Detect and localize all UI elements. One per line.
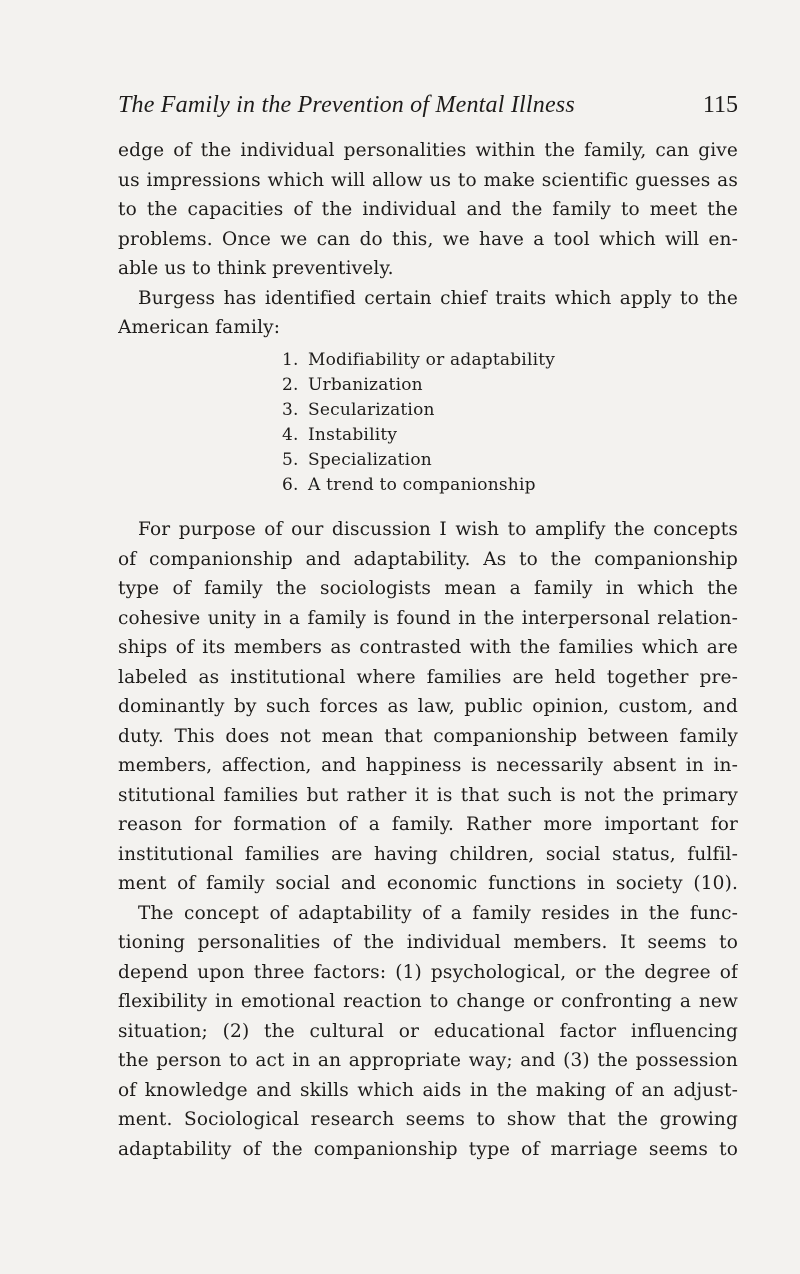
list-item-number: 3. [282,400,299,420]
text-line: labeled as institutional where families are held together pre- [118,666,738,688]
trait-list [282,348,622,498]
list-item [282,373,622,398]
list-item-text: Secularization [308,400,435,420]
text-line: us impressions which will allow us to make scientific guesses as [118,169,738,191]
text-line: tioning personalities of the individual members. It seems to [118,932,738,953]
text-line: stitutional families but rather it is that such is not the primary [118,784,738,806]
list-item-number: 2. [282,375,299,395]
text-line: ships of its members as contrasted with the families which are [118,637,738,658]
list-item [282,348,622,373]
list-item-number: 1. [282,350,299,370]
text-line: able us to think preventively. [118,258,394,279]
text-line: American family: [118,317,281,338]
text-line: dominantly by such forces as law, public opinion, custom, and [118,696,738,717]
page-number: 115 [702,92,738,118]
list-item [282,398,622,423]
text-line: ment of family social and economic functions in society (10). [118,873,738,894]
running-title: The Family in the Prevention of Mental Illness [118,92,575,118]
text-line: of knowledge and skills which aids in the making of an adjust- [118,1079,738,1101]
text-line: depend upon three factors: (1) psychological, or the degree of [118,961,738,983]
paragraph-block-1 [118,136,738,343]
text-line: to the capacities of the individual and the family to meet the [118,199,738,220]
list-item-number: 4. [282,425,299,445]
text-line: problems. Once we can do this, we have a tool which will en- [118,228,738,250]
text-line: The concept of adaptability of a family resides in the func- [138,902,738,924]
text-line: adaptability of the companionship type of marriage seems to [118,1138,738,1160]
text-line: situation; (2) the cultural or educational factor influencing [118,1020,738,1042]
list-item-number: 6. [282,475,299,495]
list-item [282,473,622,498]
list-item-number: 5. [282,450,299,470]
list-item [282,423,622,448]
list-item-text: Instability [308,425,398,445]
text-line: institutional families are having children, social status, fulfil- [118,843,738,865]
list-item-text: Specialization [308,450,432,470]
text-line: of companionship and adaptability. As to the companionship [118,548,738,570]
list-item-text: Urbanization [308,375,423,395]
text-line: edge of the individual personalities within the family, can give [118,140,738,161]
text-line: type of family the sociologists mean a family in which the [118,578,738,599]
list-item-text: A trend to companionship [308,475,536,495]
list-item-text: Modifiability or adaptability [308,350,556,370]
text-line: reason for formation of a family. Rather more important for [118,814,738,835]
text-line: For purpose of our discussion I wish to amplify the concepts [138,519,738,540]
text-line: duty. This does not mean that companionship between family [118,725,738,747]
text-line: members, affection, and happiness is necessarily absent in in- [118,755,738,776]
text-line: ment. Sociological research seems to show that the growing [118,1109,738,1130]
text-line: Burgess has identified certain chief traits which apply to the [138,287,738,309]
text-line: the person to act in an appropriate way; and (3) the possession [118,1050,738,1071]
text-line: flexibility in emotional reaction to change or confronting a new [118,991,738,1012]
running-head [118,92,738,128]
paragraph-block-2 [118,515,738,1164]
list-item [282,448,622,473]
text-line: cohesive unity in a family is found in the interpersonal relation- [118,607,738,629]
